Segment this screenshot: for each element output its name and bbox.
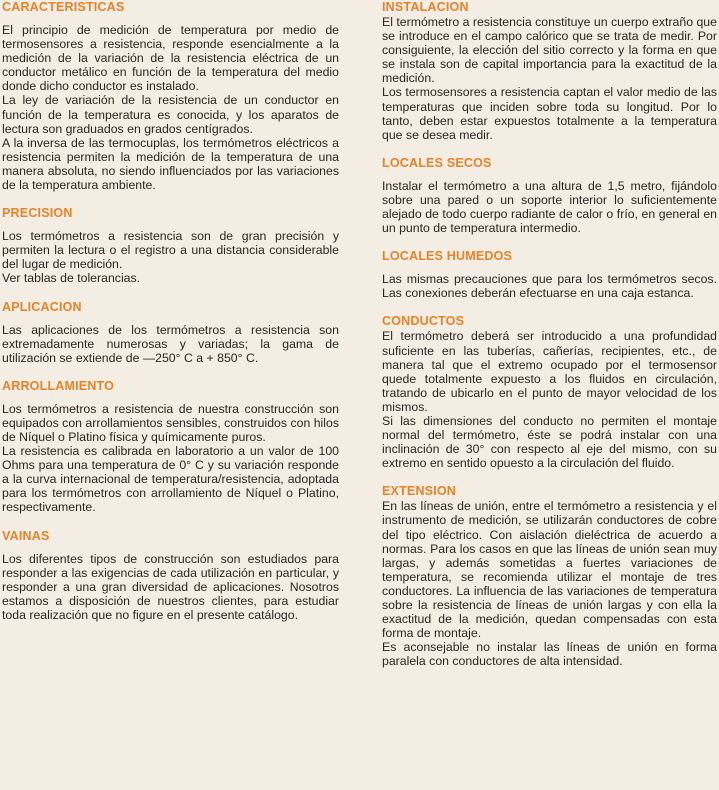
section-extension [382,484,717,668]
paragraph: A la inversa de las termocuplas, los termómetros eléctricos a resistencia permiten la medición de la temperatura de una manera absoluta, no siendo influenciados por las variaciones de la temperatura ambiente. [2,135,339,193]
section-conductos [382,314,717,470]
paragraph: Las aplicaciones de los termómetros a resistencia son extremadamente numerosas y variadas; la gama de utilización se extiende de —250° C a + 850° C. [2,322,339,365]
paragraph: Es aconsejable no instalar las líneas de unión en forma paralela con conductores de alta intensidad. [382,640,717,669]
paragraph: El termómetro a resistencia constituye un cuerpo extraño que se introduce en el campo calórico que se trata de medir. Por consiguiente, la elección del sitio correcto y la forma en que se instala son de capital importancia para la exactitud de la medición. [382,15,717,86]
section-aplicacion [2,300,339,365]
paragraph: Los diferentes tipos de construcción son estudiados para responder a las exigencias de cada utilización en particular, y responder a una gran diversidad de aplicaciones. Nosotros estamos a disposición de nuestros clientes, para estudiar toda realización que no figure en el presente catálogo. [2,551,339,622]
section-locales-humedos [382,249,717,300]
paragraph: El termómetro deberá ser introducido a una profundidad suficiente en las tuberías, cañerías, recipientes, etc., de manera tal que el extremo ocupado por el termosensor quede totalmente expuesto a los fluidos en circulación, tratando de ubicarlo en el punto de mayor velocidad de los mismos. [382,329,717,414]
paragraph: Los termómetros a resistencia son de gran precisión y permiten la lectura o el registro a una distancia considerable del lugar de medición. [2,229,339,272]
paragraph: Los termómetros a resistencia de nuestra construcción son equipados con arrollamientos sensibles, construidos con hilos de Níquel o Platino física y químicamente puros. [2,401,339,444]
section-instalacion [382,0,717,142]
paragraph: Los termosensores a resistencia captan el valor medio de las temperaturas que inciden sobre toda su longitud. Por lo tanto, deben estar expuestos totalmente a la temperatura que se desea medir. [382,85,717,142]
section-heading: CONDUCTOS [382,314,465,329]
paragraph: Instalar el termómetro a una altura de 1,5 metro, fijándolo sobre una pared o un soporte interior lo suficientemente alejado de todo cuerpo radiante de calor o frío, en general en un punto de temperatura intermedio. [382,178,717,236]
paragraph: En las líneas de unión, entre el termómetro a resistencia y el instrumento de medición, se utilizarán conductores de cobre del tipo eléctrico. Con aislación dieléctrica de acuerdo a normas. Para los casos en que las líneas de unión sean muy largas, y además sometidas a fuertes variaciones de temperatura, se recomienda utilizar el montaje de tres conductores. La influencia de las variaciones de temperatura sobre la resistencia de líneas de unión largas y con ella la exactitud de la medición, quedan compensadas con esta forma de montaje. [382,499,717,641]
paragraph: Las mismas precauciones que para los termómetros secos. Las conexiones deberán efectuarse en una caja estanca. [382,272,717,301]
paragraph: La resistencia es calibrada en laboratorio a un valor de 100 Ohms para una temperatura de 0° C y su variación responde a la curva internacional de temperatura/resistencia, adoptada para los termómetros con arrollamiento de Níquel o Platino, respectivamente. [2,444,339,515]
paragraph: Si las dimensiones del conducto no permiten el montaje normal del termómetro, éste se podrá instalar con una inclinación de 30° con respecto al eje del mismo, con su extremo en sentido opuesto a la circulación del fluido. [382,413,717,471]
section-heading: EXTENSION [382,484,457,499]
section-heading: ARROLLAMIENTO [2,378,115,393]
section-caracteristicas [2,0,339,192]
paragraph: La ley de variación de la resistencia de un conductor en función de la temperatura es conocida, y los aparatos de lectura son graduados en grados centígrados. [2,93,339,136]
left-column [2,0,339,622]
section-arrollamiento [2,379,339,515]
section-heading: PRECISION [2,206,73,221]
right-column [382,0,717,668]
section-heading: LOCALES SECOS [382,155,492,170]
section-heading: LOCALES HUMEDOS [382,249,513,264]
section-heading: APLICACION [2,299,82,314]
section-locales-secos [382,156,717,235]
section-heading: INSTALACION [382,0,469,14]
section-vainas [2,529,339,622]
paragraph: El principio de medición de temperatura por medio de termosensores a resistencia, responde esencialmente a la medición de la variación de la resistencia eléctrica de un conductor metálico en función de la temperatura del medio donde dicho conductor es instalado. [2,23,339,94]
paragraph: Ver tablas de tolerancias. [2,271,141,286]
section-heading: VAINAS [2,528,50,543]
section-heading: CARACTERISTICAS [2,0,125,14]
section-precision [2,206,339,285]
